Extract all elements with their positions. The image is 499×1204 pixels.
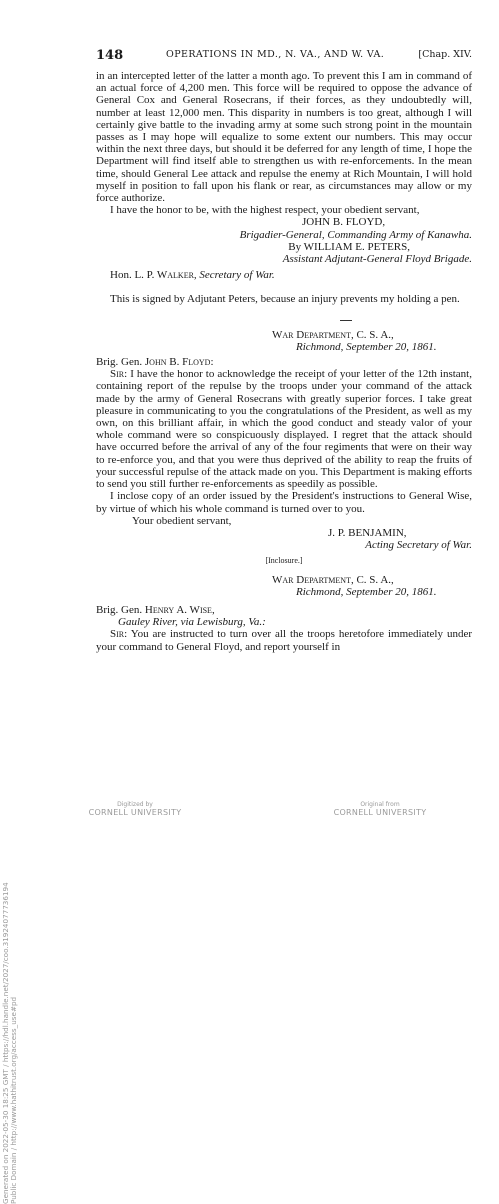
recipient-prefix: Brig. Gen. xyxy=(96,603,145,616)
letter1-signer: JOHN B. FLOYD, xyxy=(302,216,386,229)
section-divider xyxy=(340,320,352,321)
running-header xyxy=(96,48,472,62)
letter3-location: Gauley River, via Lewisburg, Va.: xyxy=(118,616,266,629)
letter2-date: Richmond, September 20, 1861. xyxy=(296,340,437,353)
letter2-para1 xyxy=(96,368,472,490)
page-number: 148 xyxy=(96,48,124,63)
letter2-para1-text: : I have the honor to acknowledge the receipt of your letter of the 12th instant, containing report of the repulse by the troops under your command of the attack made by the army of General Rosecrans with greatly superior forces. I take great pleasure in communicating to you the congratulations of the President, as well as my own, on this brilliant affair, in which the good conduct and steady valor of your whole command were so conspicuously displayed. I regret that the attack should have occurred before the arrival of any of the four regiments that were on their way to re-enforce you, and that you were thus deprived of the ability to reap the fruits of your successful repulse of the attack made on you. This Department is making efforts to send you still further re-enforcements as speedily as possible. xyxy=(96,368,472,491)
letter3-date: Richmond, September 20, 1861. xyxy=(296,585,437,598)
letter2-place: War Department, C. S. A., xyxy=(272,328,394,341)
recipient-prefix: Brig. Gen. xyxy=(96,356,145,369)
hathitrust-watermark xyxy=(1,400,18,1204)
letter3-recipient xyxy=(96,604,472,616)
letter3-para1 xyxy=(96,628,472,652)
footer-digitized xyxy=(80,801,190,817)
footer-original xyxy=(325,801,435,817)
letter2-para2: I inclose copy of an order issued by the President's instructions to General Wise, by virtue of which his whole command is turned over to you. xyxy=(96,490,472,515)
addressee-title: , Secretary of War. xyxy=(193,269,275,282)
letter2-recipient xyxy=(96,356,472,368)
watermark-line2: Public Domain / http://www.hathitrust.org/access_use#pd xyxy=(9,996,18,1204)
running-title: OPERATIONS IN MD., N. VA., AND W. VA. xyxy=(166,49,385,60)
letter1-addressee xyxy=(96,269,472,281)
letter3-place: War Department, C. S. A., xyxy=(272,573,394,586)
footer-digitized-institution: CORNELL UNIVERSITY xyxy=(88,808,182,817)
inclosure-label: [Inclosure.] xyxy=(265,556,303,566)
letter1-signer-title: Brigadier-General, Commanding Army of Kanawha. xyxy=(239,228,472,241)
recipient-suffix: : xyxy=(210,356,214,369)
letter2-closing: Your obedient servant, xyxy=(132,514,232,527)
letter2-signer-title: Acting Secretary of War. xyxy=(365,539,472,552)
salutation: Sir xyxy=(110,368,125,381)
chapter-label: [Chap. XIV. xyxy=(418,49,472,60)
letter1-by-title: Assistant Adjutant-General Floyd Brigade. xyxy=(282,253,472,266)
addressee-name: L. P. Walker xyxy=(134,269,194,282)
letter1-by-line: By WILLIAM E. PETERS, xyxy=(288,240,410,253)
recipient-name: John B. Floyd xyxy=(144,356,211,369)
footer-digitized-label: Digitized by xyxy=(117,801,153,808)
page-body xyxy=(96,70,472,653)
recipient-suffix: , xyxy=(211,603,215,616)
letter1-closing: I have the honor to be, with the highest respect, your obedient servant, xyxy=(110,204,420,217)
letter2-signer: J. P. BENJAMIN, xyxy=(328,526,407,539)
watermark-line1: Generated on 2022-05-30 18:25 GMT / https://hdl.handle.net/2027/coo.31924077736194 xyxy=(1,882,10,1204)
addressee-prefix: Hon. xyxy=(110,269,135,282)
recipient-name: Henry A. Wise xyxy=(144,603,212,616)
footer-original-institution: CORNELL UNIVERSITY xyxy=(333,808,427,817)
signature-note: This is signed by Adjutant Peters, because an injury prevents my holding a pen. xyxy=(110,293,460,306)
letter3-para1-text: : You are instructed to turn over all the troops heretofore immediately under your command to General Floyd, and report yourself in xyxy=(96,628,472,653)
salutation: Sir xyxy=(110,628,125,641)
footer-original-label: Original from xyxy=(360,801,400,808)
letter1-body: in an intercepted letter of the latter a month ago. To prevent this I am in command of an actual force of 4,200 men. This force will be required to oppose the advance of General Cox and General Rosecrans, if their forces, as they undoubtedly will, number at least 12,000 men. This disparity in numbers is too great, although I will certainly give battle to the invading army at some such strong point in the mountain passes as I may hope will equalize to some extent our numbers. This may occur within the next three days, but should it be deferred for any length of time, I hope the Department will find itself able to strengthen us with re-enforcements. In the mean time, should General Lee attack and repulse the enemy at Rich Mountain, I will hold myself in position to fall upon his flank or rear, as circumstances may allow or my force authorize. xyxy=(96,70,472,205)
watermark-text xyxy=(2,882,18,1204)
